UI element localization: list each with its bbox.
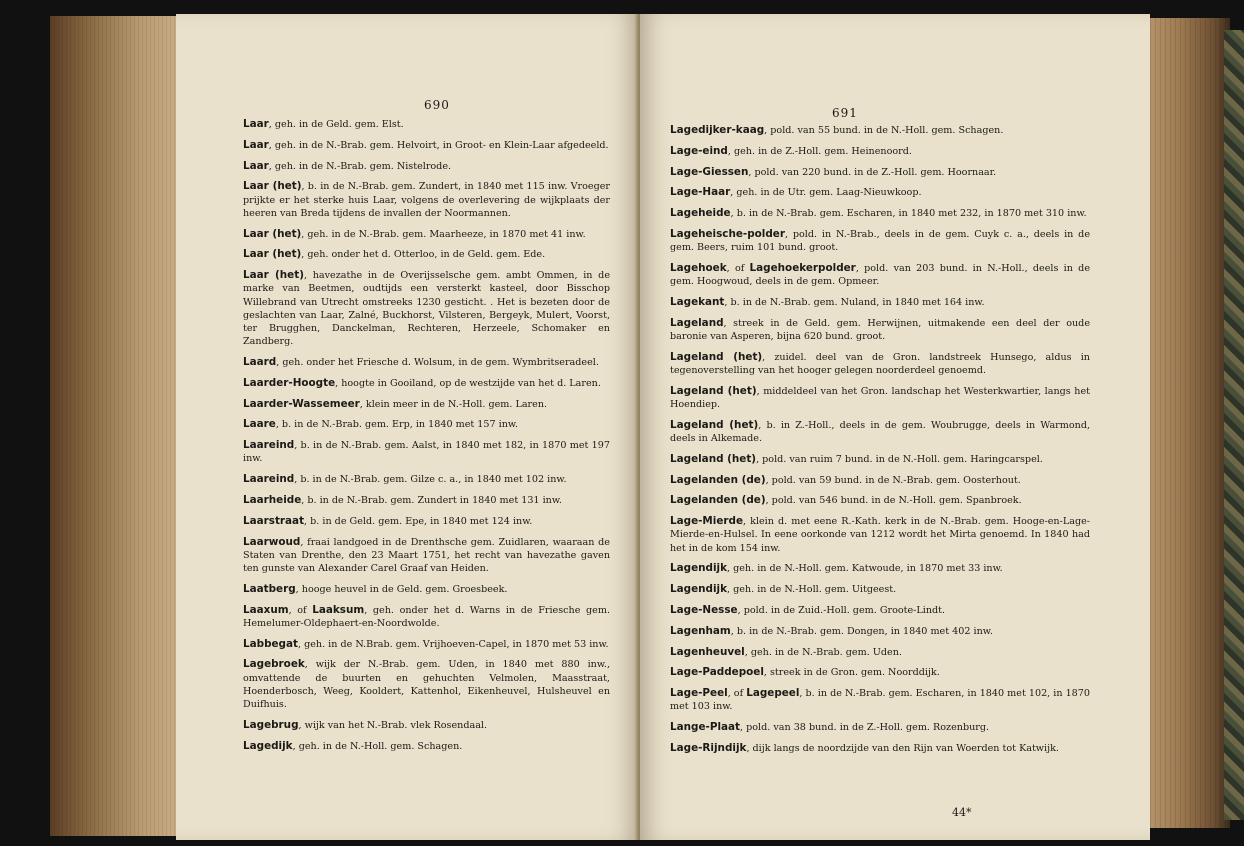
- entry-text: , klein meer in de N.-Holl. gem. Laren.: [359, 398, 548, 410]
- dictionary-entry: [670, 317, 1090, 343]
- entry-text: , geh. in de N.-Brab. gem. Helvoirt, in Groot- en Klein-Laar afgedeeld.: [268, 139, 609, 151]
- entry-text: , b. in de Geld. gem. Epe, in 1840 met 124 inw.: [304, 515, 533, 527]
- entry-headword: Lagelanden (de): [670, 473, 766, 486]
- entry-headword: Lagendijk: [670, 583, 727, 596]
- dictionary-entry: [243, 398, 610, 411]
- dictionary-entry: [243, 377, 610, 390]
- entry-headword: Lageland (het): [670, 418, 759, 431]
- entry-text: , hoogte in Gooiland, op de westzijde van het d. Laren.: [335, 377, 601, 389]
- entry-text: , pold. in de Zuid.-Holl. gem. Groote-Lindt.: [737, 604, 946, 616]
- dictionary-entry: [670, 562, 1090, 575]
- entry-headword: Lageheische-polder: [670, 227, 785, 240]
- dictionary-entry: [670, 207, 1090, 220]
- dictionary-entry: [243, 439, 610, 465]
- entry-text: , geh. in de Z.-Holl. gem. Heinenoord.: [727, 145, 912, 157]
- dictionary-entry: [670, 474, 1090, 487]
- dictionary-entry: [243, 139, 610, 152]
- dictionary-entry: [243, 583, 610, 596]
- dictionary-entry: [670, 124, 1090, 137]
- dictionary-entry: [670, 228, 1090, 254]
- entry-text: , geh. in de N.-Holl. gem. Katwoude, in 1870 met 33 inw.: [727, 563, 1003, 575]
- entry-text: , b. in de N.-Brab. gem. Nuland, in 1840 met 164 inw.: [724, 296, 985, 308]
- entry-headword: Lagenham: [670, 624, 731, 637]
- entry-text: , wijk van het N.-Brab. vlek Rosendaal.: [298, 719, 488, 731]
- page-number: 690: [424, 98, 450, 112]
- entry-text: , pold. van ruim 7 bund. in de N.-Holl. gem. Haringcarspel.: [756, 453, 1043, 465]
- page-number: 691: [832, 106, 858, 120]
- entry-headword: Lage-eind: [670, 144, 728, 157]
- entry-text: , geh. in de N.-Brab. gem. Uden.: [744, 646, 902, 658]
- dictionary-entry: [243, 740, 610, 753]
- dictionary-entry: [243, 604, 610, 630]
- entry-text: , streek in de Geld. gem. Herwijnen, uitmakende een deel der oude baronie van Asperen, bijna 620 bund. groot.: [670, 317, 1090, 342]
- dictionary-entry: [670, 145, 1090, 158]
- entry-headword: Lage-Rijndijk: [670, 741, 747, 754]
- entry-headword: Lage-Mierde: [670, 515, 743, 528]
- entry-text: , b. in de N.-Brab. gem. Zundert in 1840 met 131 inw.: [301, 494, 562, 506]
- entry-headword: Laar (het): [243, 180, 302, 193]
- dictionary-entry: [670, 646, 1090, 659]
- right-page: [640, 14, 1150, 840]
- entry-headword: Lageland (het): [670, 452, 757, 465]
- entry-headword: Laar: [243, 138, 269, 151]
- entry-headword: Lagendijk: [670, 562, 727, 575]
- entry-text: , geh. onder het d. Otterloo, in de Geld. gem. Ede.: [301, 249, 546, 261]
- dictionary-entry: [243, 494, 610, 507]
- dictionary-entry: [670, 721, 1090, 734]
- entry-headword: Lage-Paddepoel: [670, 666, 764, 679]
- entry-text: , pold. van 59 bund. in de N.-Brab. gem. Oosterhout.: [765, 474, 1021, 486]
- entry-text: , havezathe in de Overijsselsche gem. ambt Ommen, in de marke van Beetmen, oudtijds een versterkt kasteel, door Bisschop Willebrand van Utrecht omstreeks 1230 gesticht. . Het is bezeten door de geslachten van Laar, Zalné, Buckhorst, Vilsteren, Bergeyk, Mulert, Voorst, ter Brugghen, Danckelman, Rechteren, Herzeele, Schomaker en Zandberg.: [243, 270, 610, 348]
- entry-text: , b. in de N.-Brab. gem. Gilze c. a., in 1840 met 102 inw.: [294, 474, 567, 486]
- entry-text: , geh. in de N.Brab. gem. Vrijhoeven-Capel, in 1870 met 53 inw.: [297, 638, 609, 650]
- entry-text: , b. in de N.-Brab. gem. Escharen, in 1840 met 232, in 1870 met 310 inw.: [730, 208, 1087, 220]
- dictionary-entry: [670, 515, 1090, 555]
- entry-text: , streek in de Gron. gem. Noorddijk.: [763, 667, 940, 679]
- entry-text: , geh. in de N.-Brab. gem. Maarheeze, in 1870 met 41 inw.: [301, 228, 586, 240]
- entry-headword: Lageland (het): [670, 384, 757, 397]
- entry-text: , b. in de N.-Brab. gem. Erp, in 1840 met 157 inw.: [275, 419, 519, 431]
- dictionary-entry: [670, 604, 1090, 617]
- dictionary-entry: [670, 419, 1090, 445]
- entry-text: , geh. in de Geld. gem. Elst.: [268, 119, 404, 130]
- entry-headword: Lage-Nesse: [670, 603, 738, 616]
- entry-headword: Lage-Haar: [670, 186, 731, 199]
- dictionary-entry: [243, 269, 610, 348]
- entry-headword: Laar: [243, 118, 269, 130]
- entry-headword: Laarstraat: [243, 514, 305, 527]
- entry-headword: Lange-Plaat: [670, 721, 740, 734]
- entry-text: , middeldeel van het Gron. landschap het Westerkwartier, langs het Hoendiep.: [670, 385, 1090, 410]
- dictionary-entry: [243, 356, 610, 369]
- entry-headword: Lage-Giessen: [670, 165, 749, 178]
- entry-text: , of: [726, 262, 750, 274]
- entry-headword: Laareind: [243, 473, 295, 486]
- entry-text: , geh. in de N.-Holl. gem. Uitgeest.: [727, 584, 897, 596]
- dictionary-entry: [670, 166, 1090, 179]
- dictionary-entry: [670, 385, 1090, 411]
- dictionary-entry: [243, 160, 610, 173]
- entry-text: , geh. onder het d. Warns in de Friesche gem. Hemelumer-Oldephaert-en-Noordwolde.: [243, 604, 610, 629]
- entry-text: , dijk langs de noordzijde van den Rijn van Woerden tot Katwijk.: [746, 742, 1059, 754]
- dictionary-entry: [670, 666, 1090, 679]
- dictionary-entry: [243, 118, 610, 131]
- entry-headword: Lageland (het): [670, 350, 763, 363]
- entry-text: , hooge heuvel in de Geld. gem. Groesbeek.: [295, 583, 508, 595]
- dictionary-entry: [670, 742, 1090, 755]
- entry-headword: Laarwoud: [243, 535, 301, 548]
- entry-headword: Laar (het): [243, 248, 302, 261]
- entry-text: , of: [727, 688, 747, 700]
- entry-headword: Laar (het): [243, 227, 302, 240]
- entry-text: , b. in de N.-Brab. gem. Escharen, in 1840 met 102, in 1870 met 103 inw.: [670, 688, 1090, 713]
- entry-headword: Lagebroek: [243, 658, 305, 671]
- entry-headword: Lageland: [670, 316, 724, 329]
- entry-text: , geh. in de N.-Holl. gem. Schagen.: [292, 740, 463, 752]
- entry-text: , pold. van 38 bund. in de Z.-Holl. gem. Rozenburg.: [740, 722, 990, 734]
- entry-headword: Laatberg: [243, 582, 296, 595]
- entry-headword: Laareind: [243, 439, 295, 452]
- entry-text: , fraai landgoed in de Drenthsche gem. Zuidlaren, waaraan de Staten van Drenthe, den 23 Maart 1751, het recht van havezathe gaven ten gunste van Alexander Carel Graaf van Heiden.: [243, 536, 610, 574]
- entry-text: , pold. in N.-Brab., deels in de gem. Cuyk c. a., deels in de gem. Beers, ruim 101 bund. groot.: [670, 228, 1090, 254]
- entry-text: , b. in Z.-Holl., deels in de gem. Woubrugge, deels in Warmond, deels in Alkemade.: [670, 419, 1091, 444]
- entry-text: , zuidel. deel van de Gron. landstreek Hunsego, aldus in tegenoverstelling van het hooger gelegen noorderdeel genoemd.: [670, 351, 1090, 376]
- entry-headword: Laarder-Wassemeer: [243, 397, 360, 410]
- dictionary-entry: [243, 719, 610, 732]
- entry-text: , pold. van 546 bund. in de N.-Holl. gem. Spanbroek.: [765, 495, 1022, 507]
- entry-headword: Lagenheuvel: [670, 645, 745, 658]
- entry-text: , of: [288, 604, 313, 616]
- entry-headword: Lagekant: [670, 295, 725, 308]
- dictionary-entry: [670, 687, 1090, 713]
- entry-headword: Laare: [243, 418, 276, 431]
- entry-text: , b. in de N.-Brab. gem. Dongen, in 1840 met 402 inw.: [730, 625, 993, 637]
- entry-headword: Lage-Peel: [670, 687, 728, 700]
- entry-headword: Lagelanden (de): [670, 494, 766, 507]
- book-page-edges-left: [50, 16, 180, 836]
- entry-headword: Laarheide: [243, 493, 302, 506]
- dictionary-entry: [243, 248, 610, 261]
- entry-headword: Lagehoek: [670, 261, 727, 274]
- dictionary-entry: [670, 186, 1090, 199]
- dictionary-entry: [670, 583, 1090, 596]
- entry-text: , geh. in de N.-Brab. gem. Nistelrode.: [268, 160, 452, 172]
- dictionary-entry: [243, 180, 610, 220]
- entry-headword: Laard: [243, 356, 277, 368]
- dictionary-entry: [243, 638, 610, 651]
- dictionary-entry: [670, 262, 1090, 288]
- entry-headword-alt: Laaksum: [312, 603, 365, 616]
- dictionary-entry: [670, 625, 1090, 638]
- dictionary-entry: [670, 453, 1090, 466]
- entry-headword: Labbegat: [243, 637, 298, 650]
- dictionary-entry: [243, 418, 610, 431]
- entry-text: , geh. onder het Friesche d. Wolsum, in de gem. Wymbritseradeel.: [276, 357, 599, 368]
- entry-headword: Laar (het): [243, 269, 304, 282]
- entry-text: , b. in de N.-Brab. gem. Aalst, in 1840 met 182, in 1870 met 197 inw.: [243, 440, 610, 465]
- entry-headword: Laaxum: [243, 603, 289, 616]
- entry-text: , b. in de N.-Brab. gem. Zundert, in 1840 met 115 inw. Vroeger prijkte er het sterke huis Laar, volgens de overlevering de wijkplaats der heeren van Breda tijdens de invallen der Noormannen.: [243, 181, 611, 219]
- dictionary-entry: [243, 515, 610, 528]
- dictionary-entry: [243, 228, 610, 241]
- dictionary-entry: [243, 536, 610, 576]
- dictionary-entry: [243, 658, 610, 711]
- entry-text: , pold. van 55 bund. in de N.-Holl. gem. Schagen.: [764, 125, 1004, 136]
- entry-headword-alt: Lagehoekerpolder: [749, 261, 856, 274]
- entry-text: , geh. in de Utr. gem. Laag-Nieuwkoop.: [730, 187, 922, 199]
- dictionary-entry: [670, 494, 1090, 507]
- entry-headword: Lagedijk: [243, 739, 293, 752]
- entry-text: , wijk der N.-Brab. gem. Uden, in 1840 met 880 inw., omvattende de buurten en gehuchten Velmolen, Maasstraat, Hoenderbosch, Weeg, Kooldert, Kattenhol, Eikenheuvel, Hulsheuvel en Duifhuis.: [243, 659, 610, 710]
- entry-headword: Lagedijker-kaag: [670, 124, 765, 136]
- left-page: [176, 14, 638, 840]
- entry-list: [670, 124, 1090, 763]
- dictionary-entry: [243, 473, 610, 486]
- entry-headword-alt: Lagepeel: [746, 687, 800, 700]
- entry-headword: Laarder-Hoogte: [243, 376, 336, 389]
- dictionary-entry: [670, 351, 1090, 377]
- entry-text: , pold. van 203 bund. in N.-Holl., deels in de gem. Hoogwoud, deels in de gem. Opmeer.: [670, 262, 1090, 288]
- entry-headword: Laar: [243, 159, 269, 172]
- marbled-cover-edge: [1224, 30, 1244, 820]
- entry-headword: Lageheide: [670, 207, 731, 220]
- entry-text: , pold. van 220 bund. in de Z.-Holl. gem. Hoornaar.: [748, 166, 997, 178]
- entry-list: [243, 118, 610, 760]
- dictionary-entry: [670, 296, 1090, 309]
- signature-mark: 44*: [952, 806, 972, 819]
- entry-text: , klein d. met eene R.-Kath. kerk in de N.-Brab. gem. Hooge-en-Lage-Mierde-en-Hulsel. In eene oorkonde van 1212 wordt het Mirta genoemd. In 1840 had het in de kom 154 inw.: [670, 516, 1090, 554]
- entry-headword: Lagebrug: [243, 718, 299, 731]
